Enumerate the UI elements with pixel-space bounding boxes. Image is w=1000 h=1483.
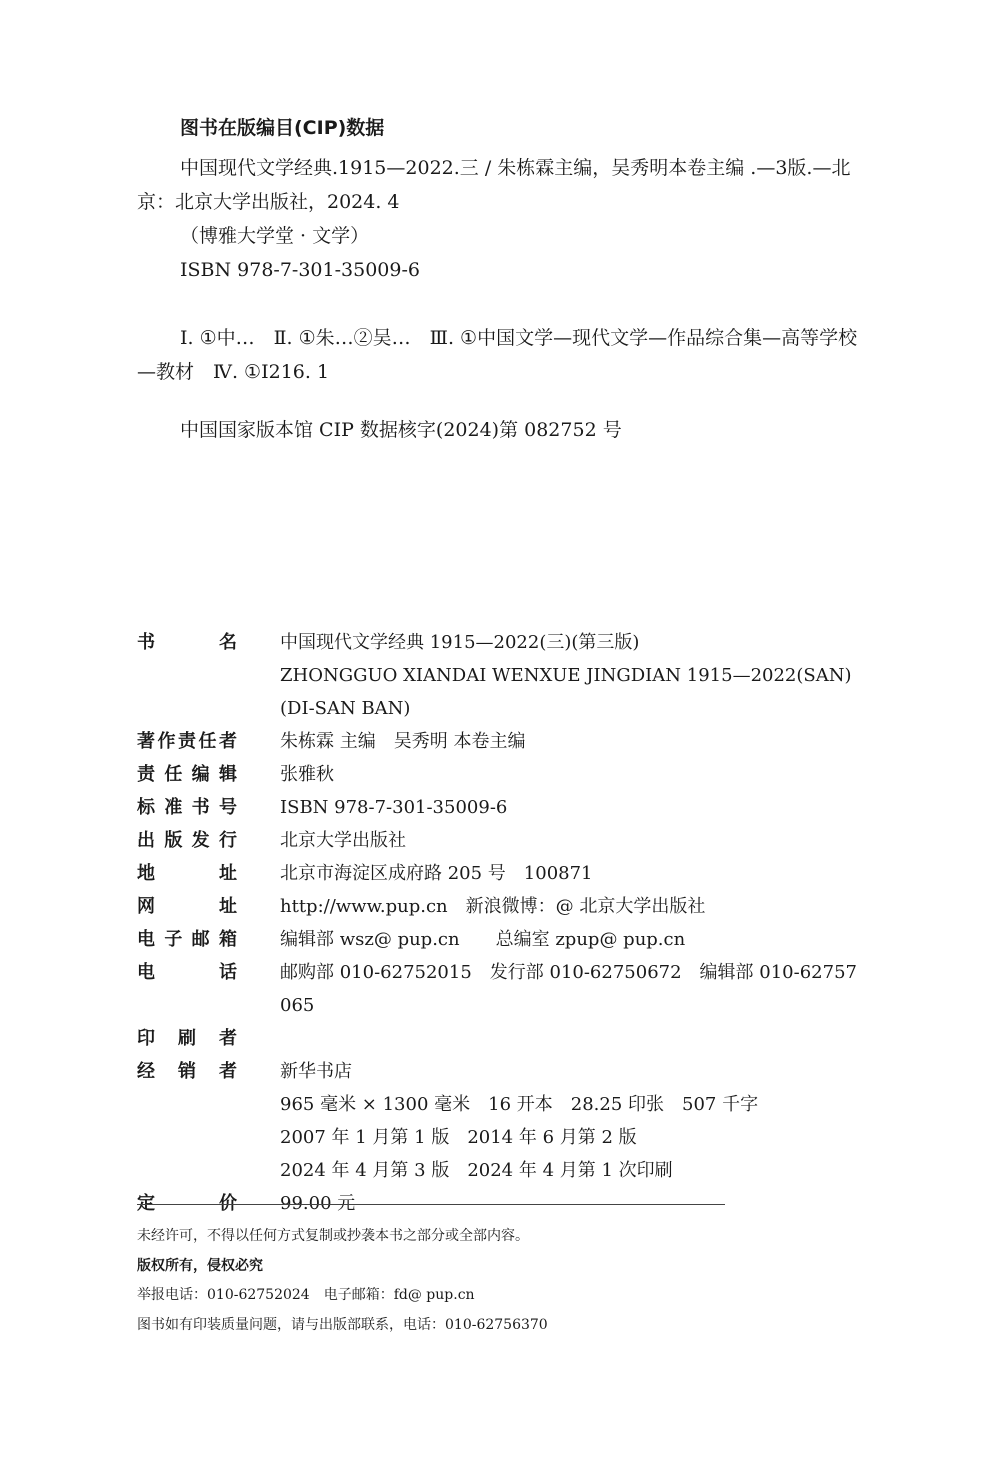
editor-value: 张雅秋 [280, 764, 334, 785]
cip-record [137, 151, 867, 447]
email-label: 电子邮箱 [137, 929, 237, 950]
rights-reserved: 版权所有，侵权必究 [137, 1257, 263, 1274]
quality-contact: 图书如有印装质量问题，请与出版部联系，电话：010-62756370 [137, 1316, 548, 1333]
editor-label: 责任编辑 [137, 764, 237, 785]
authors-value: 朱栋霖 主编 吴秀明 本卷主编 [280, 731, 526, 752]
editions-row-1 [137, 1121, 867, 1154]
printer-value [280, 1022, 867, 1055]
publication-info-table [137, 626, 867, 1220]
divider-line [137, 1204, 725, 1205]
editor-row [137, 758, 867, 791]
publisher-row [137, 824, 867, 857]
distributor-label: 经销者 [137, 1061, 237, 1082]
isbn-label: 标准书号 [137, 797, 237, 818]
title-value [280, 626, 867, 725]
editions-value-1: 2007 年 1 月第 1 版 2014 年 6 月第 2 版 [280, 1127, 637, 1148]
phone-row [137, 956, 867, 1022]
website-row [137, 890, 867, 923]
cip-isbn-line: ISBN 978-7-301-35009-6 [180, 259, 420, 281]
publisher-label: 出版发行 [137, 830, 237, 851]
isbn-value: ISBN 978-7-301-35009-6 [280, 797, 508, 818]
website-label: 网 址 [137, 896, 237, 917]
cip-heading: 图书在版编目(CIP)数据 [180, 117, 385, 139]
printer-label: 印刷者 [137, 1028, 237, 1049]
email-value: 编辑部 wsz@ pup.cn 总编室 zpup@ pup.cn [280, 929, 686, 950]
title-label: 书 名 [137, 632, 237, 653]
title-chinese: 中国现代文学经典 1915—2022(三)(第三版) [280, 632, 640, 653]
address-row [137, 857, 867, 890]
email-row [137, 923, 867, 956]
phone-value: 邮购部 010-62752015 发行部 010-62750672 编辑部 010-62757065 [280, 962, 857, 1016]
price-value: 99.00 元 [280, 1193, 356, 1214]
cip-series-line: （博雅大学堂 · 文学） [180, 225, 370, 247]
authors-row [137, 725, 867, 758]
printer-row [137, 1022, 867, 1055]
phone-label: 电 话 [137, 962, 237, 983]
cip-classification-line: Ⅰ. ①中… Ⅱ. ①朱…②吴… Ⅲ. ①中国文学—现代文学—作品综合集—高等学校—教材 Ⅳ. ①I216. 1 [137, 327, 858, 383]
specs-row [137, 1088, 867, 1121]
editions-row-2 [137, 1154, 867, 1187]
title-row [137, 626, 867, 725]
copyright-notice [137, 1222, 548, 1340]
distributor-row [137, 1055, 867, 1088]
price-label: 定 价 [137, 1193, 237, 1214]
reproduction-warning: 未经许可，不得以任何方式复制或抄袭本书之部分或全部内容。 [137, 1228, 529, 1244]
address-value: 北京市海淀区成府路 205 号 100871 [280, 863, 593, 884]
specs-value: 965 毫米 × 1300 毫米 16 开本 28.25 印张 507 千字 [280, 1094, 759, 1115]
publisher-value: 北京大学出版社 [280, 830, 406, 851]
cip-title-line: 中国现代文学经典.1915—2022.三 / 朱栋霖主编，吴秀明本卷主编 .—3版.—北京：北京大学出版社，2024. 4 [137, 157, 851, 213]
editions-value-2: 2024 年 4 月第 3 版 2024 年 4 月第 1 次印刷 [280, 1160, 673, 1181]
website-value: http://www.pup.cn 新浪微博：@ 北京大学出版社 [280, 896, 706, 917]
authors-label: 著作责任者 [137, 731, 237, 752]
title-pinyin: ZHONGGUO XIANDAI WENXUE JINGDIAN 1915—2022(SAN)(DI-SAN BAN) [280, 665, 852, 719]
report-contact: 举报电话：010-62752024 电子邮箱：fd@ pup.cn [137, 1287, 475, 1303]
distributor-value: 新华书店 [280, 1061, 352, 1082]
cip-number-line: 中国国家版本馆 CIP 数据核字(2024)第 082752 号 [180, 419, 622, 441]
isbn-row [137, 791, 867, 824]
address-label: 地 址 [137, 863, 237, 884]
